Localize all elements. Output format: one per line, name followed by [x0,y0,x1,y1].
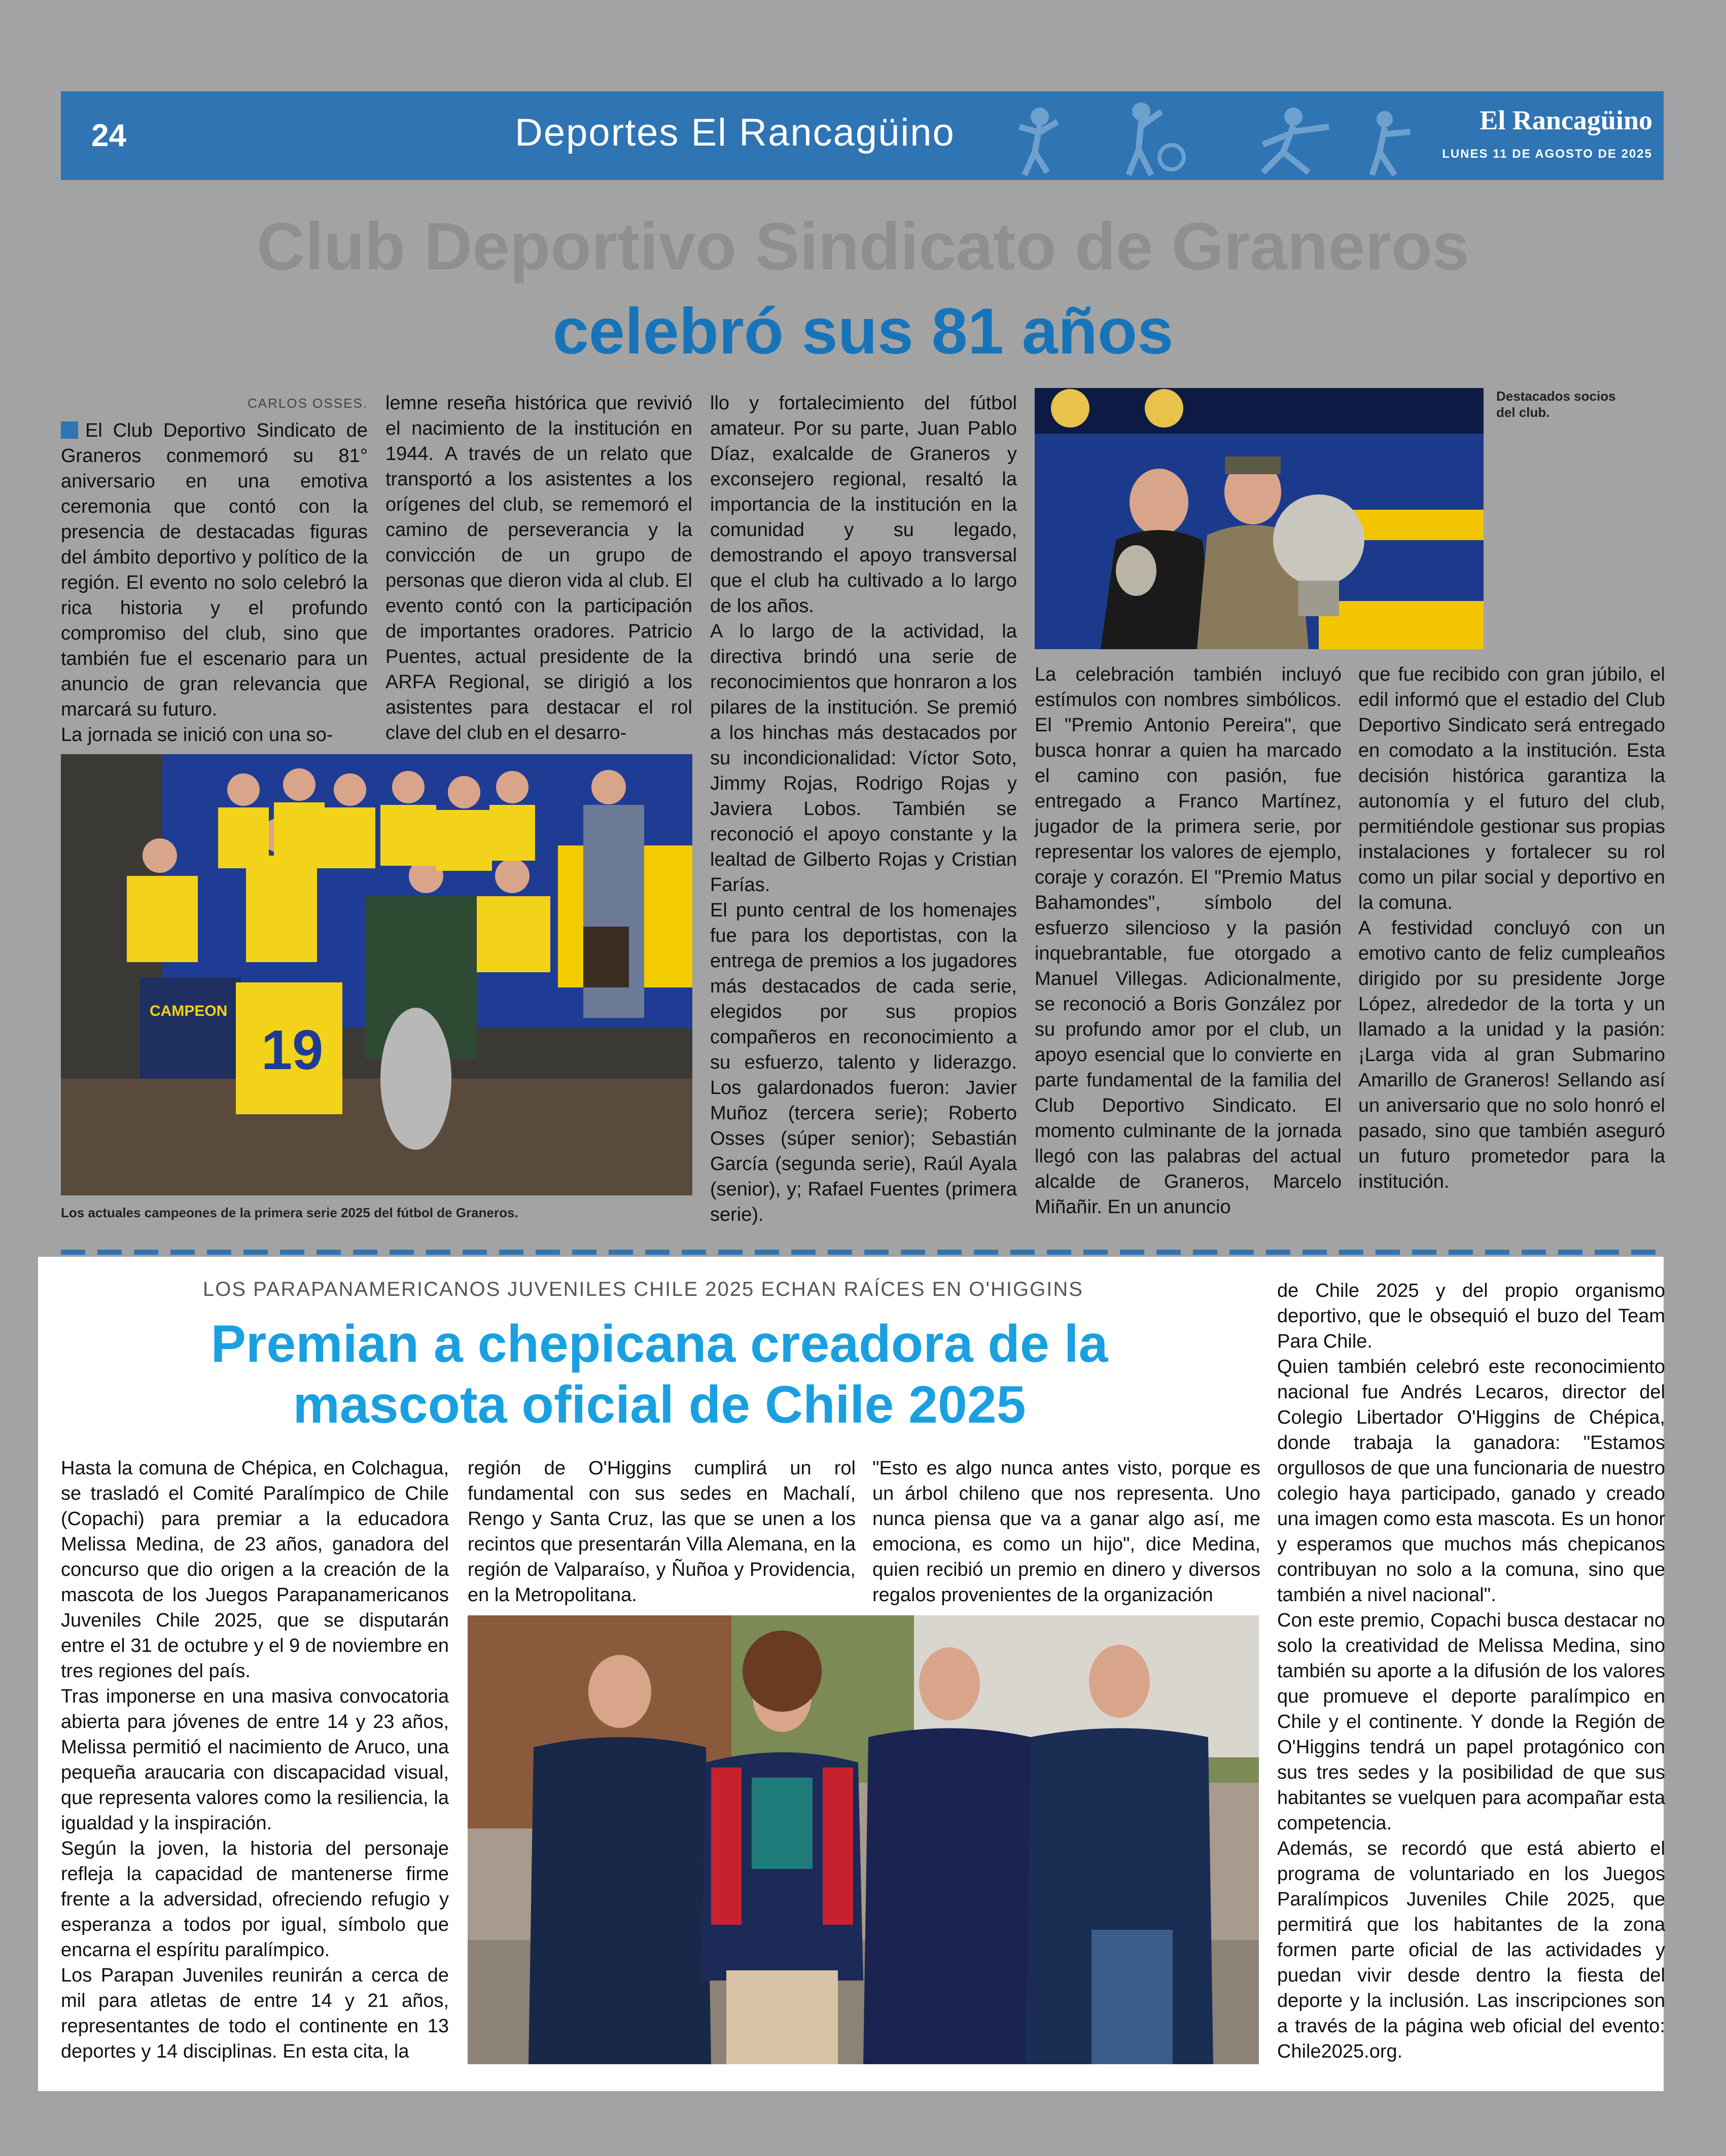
athletes-silhouette-illustration [1009,96,1425,178]
article1-paragraph: llo y fortalecimiento del fútbol amateur. Por su parte, Juan Pablo Díaz, exalcalde de Graneros y exconsejero regional, resaltó la importancia de la institución en la comunidad y su legado, demostrando el apoyo transversal que el club ha cultivado a lo largo de los años. [710,393,1017,617]
article2-headline-line2: mascota oficial de Chile 2025 [293,1375,1026,1434]
page-number: 24 [91,118,126,153]
article1-paragraph: A festividad concluyó con un emotivo canto de feliz cumpleaños dirigido por su presidente Jorge López, alrededor de la torta y un llamado a la unidad y la pasión: ¡Larga vida al gran Submarino Amarillo de Graneros! Sellando así un aniversario que no solo honró el pasado, sino que también aseguró un futuro prometedor para la institución. [1358,917,1665,1192]
article1-column-4 [1035,662,1342,1220]
photo-caption: Destacados socios del club. [1496,388,1616,420]
article2-paragraph: Hasta la comuna de Chépica, en Colchagua, se trasladó el Comité Paralímpico de Chile (Copachi) para premiar a la educadora Melissa Medina, de 23 años, ganadora del concurso que dio origen a la creación de la mascota de los Juegos Parapanamericanos Juveniles Chile 2025, que se disputarán entre el 31 de octubre y el 9 de noviembre en tres regiones del país. [61,1458,449,1682]
article1-paragraph: La jornada se inició con una so- [61,724,333,746]
article2-paragraph: región de O'Higgins cumplirá un rol fundamental con sus sedes en Machalí, Rengo y Santa Cruz, las que se unen a los recintos que presentarán Villa Alemana, en la región de Valparaíso, y Ñuñoa y Providencia, en la Metropolitana. [468,1458,856,1606]
article1-paragraph: lemne reseña histórica que revivió el nacimiento de la institución en 1944. A través de un relato que transportó a los asistentes a los orígenes del club, se rememoró el camino de perseverancia y la convicción de un grupo de personas que dieron vida al club. El evento contó con la participación de importantes oradores. Patricio Puentes, actual presidente de la ARFA Regional, se dirigió a los asistentes para destacar el rol clave del club en el desarro- [385,393,692,744]
article2-paragraph: Quien también celebró este reconocimiento nacional fue Andrés Lecaros, director del Colegio Libertador O'Higgins de Chépica, donde trabaja la ganadora: "Estamos orgullosos de que una funcionaria de nuestro colegio haya participado, ganado y creado una imagen como esta mascota. Es un honor y esperamos que muchos más chepicanos contribuyan no solo a la comuna, sino que también a nivel nacional". [1277,1356,1665,1606]
club-members-photo [1035,388,1484,649]
champions-team-photo [61,754,692,1195]
section-divider [61,1250,1664,1255]
article2-headline-line1: Premian a chepicana creadora de la [210,1315,1108,1373]
article1-headline-line1: Club Deportivo Sindicato de Graneros [256,209,1470,284]
section-header [61,91,1664,180]
article1-column-5 [1358,662,1665,1194]
award-ceremony-photo [468,1615,1259,2064]
article1-paragraph: que fue recibido con gran júbilo, el edil informó que el estadio del Club Deportivo Sindicato será entregado en comodato a la institución. Esta decisión histórica garantiza la autonomía y el futuro del club, permitiéndole gestionar sus propias instalaciones y fortalecer su rol como un pilar social y deportivo en la comuna. [1358,664,1665,913]
article2-column-3 [872,1456,1260,1608]
photo-scene-trophies [1035,388,1484,649]
byline: CARLOS OSSES. [248,396,368,411]
article1-column-2 [385,391,692,746]
shirt-number: 19 [261,1019,324,1081]
photo-scene-award [468,1615,1259,2064]
square-bullet-icon [61,421,78,439]
article1-paragraph: El punto central de los homenajes fue para los deportistas, con la entrega de premios a los jugadores más destacados de cada serie, elegidos por sus propios compañeros en reconocimiento a su esfuerzo, talento y liderazgo. Los galardonados fueron: Javier Muñoz (tercera serie); Roberto Osses (súper senior); Sebastián García (segunda serie), Raúl Ayala (senior), y; Rafael Fuentes (primera serie). [710,900,1017,1225]
article2-column-1 [61,1456,449,2064]
article2-paragraph: Con este premio, Copachi busca destacar no solo la creatividad de Melissa Medina, sino también su aporte a la difusión de los valores que promueve el deporte paralímpico en Chile y el continente. Y donde la Región de O'Higgins tendrá un papel protagónico con sus tres sedes y la posibilidad de que sus habitantes se vuelquen para acompañar esta competencia. [1277,1610,1665,1834]
photo-scene-team [61,754,692,1195]
section-title: Deportes El Rancagüino [515,111,955,154]
article2-headline [61,1314,1258,1435]
trophy-shirt-text: CAMPEON [150,1003,228,1019]
article2-paragraph: "Esto es algo nunca antes visto, porque es un árbol chileno que nos representa. Uno nunca piensa que va a ganar algo así, me emociona, es como un hijo", dice Medina, quien recibió un premio en dinero y diversos regalos provenientes de la organización [872,1458,1260,1606]
article2-paragraph: Según la joven, la historia del personaje refleja la capacidad de mantenerse firme frente a la adversidad, ofreciendo refugio y esperanza a todos por igual, símbolo que encarna el espíritu paralímpico. [61,1838,449,1961]
article2-column-2 [468,1456,856,1608]
article1-paragraph: El Club Deportivo Sindicato de Graneros conmemoró su 81° aniversario en una emotiva ceremonia que contó con la presencia de destacadas figuras del ámbito deportivo y político de la región. El evento no solo celebró la rica historia y el profundo compromiso del club, sino que también fue el escenario para un anuncio de gran relevancia que marcará su futuro. [61,420,368,720]
article1-column-3 [710,391,1017,1227]
newspaper-name: El Rancagüino [1480,105,1652,135]
issue-date: LUNES 11 DE AGOSTO DE 2025 [1442,147,1652,161]
article1-column-1 [61,391,368,748]
article2-column-4 [1277,1278,1665,2064]
photo-caption: Los actuales campeones de la primera serie 2025 del fútbol de Graneros. [61,1205,518,1220]
article1-headline-line2: celebró sus 81 años [552,295,1174,368]
article2-kicker: LOS PARAPANAMERICANOS JUVENILES CHILE 2025 ECHAN RAÍCES EN O'HIGGINS [203,1278,1083,1300]
article2-paragraph: Además, se recordó que está abierto el programa de voluntariado en los Juegos Paralímpicos Juveniles Chile 2025, que permitirá que los habitantes de la zona formen parte oficial de las actividades y puedan vivir desde dentro la fiesta del deporte y la inclusión. Las inscripciones son a través de la página web oficial del evento: Chile2025.org. [1277,1838,1665,2062]
article2-paragraph: de Chile 2025 y del propio organismo deportivo, que le obsequió el buzo del Team Para Chile. [1277,1280,1665,1352]
article1-paragraph: A lo largo de la actividad, la directiva brindó una serie de reconocimientos que honraron a los pilares de la institución. Se premió a los hinchas más destacados por su incondicionalidad: Víctor Soto, Jimmy Rojas, Rodrigo Rojas y Javiera Lobos. También se reconoció el apoyo constante y la lealtad de Gilberto Rojas y Cristian Farías. [710,621,1017,896]
article2-paragraph: Los Parapan Juveniles reunirán a cerca de mil para atletas de entre 14 y 21 años, representantes de todo el continente en 13 deportes y 14 disciplinas. En esta cita, la [61,1965,449,2062]
article1-paragraph: La celebración también incluyó estímulos con nombres simbólicos. El "Premio Antonio Pereira", que busca honrar a quien ha marcado el camino con pasión, fue entregado a Franco Martínez, jugador de la primera serie, por representar los valores de ejemplo, coraje y corazón. El "Premio Matus Bahamondes", símbolo del esfuerzo silencioso y la pasión inquebrantable, fue otorgado a Manuel Villegas. Adicionalmente, se reconoció a Boris González por su profundo amor por el club, un apoyo esencial que lo convierte en parte fundamental de la familia del Club Deportivo Sindicato. El momento culminante de la jornada llegó con las palabras del actual alcalde de Graneros, Marcelo Miñañir. En un anuncio [1035,664,1342,1218]
article2-paragraph: Tras imponerse en una masiva convocatoria abierta para jóvenes de entre 14 y 23 años, Melissa permitió el nacimiento de Aruco, una pequeña araucaria con discapacidad visual, que representa valores como la resiliencia, la igualdad y la inspiración. [61,1686,449,1834]
